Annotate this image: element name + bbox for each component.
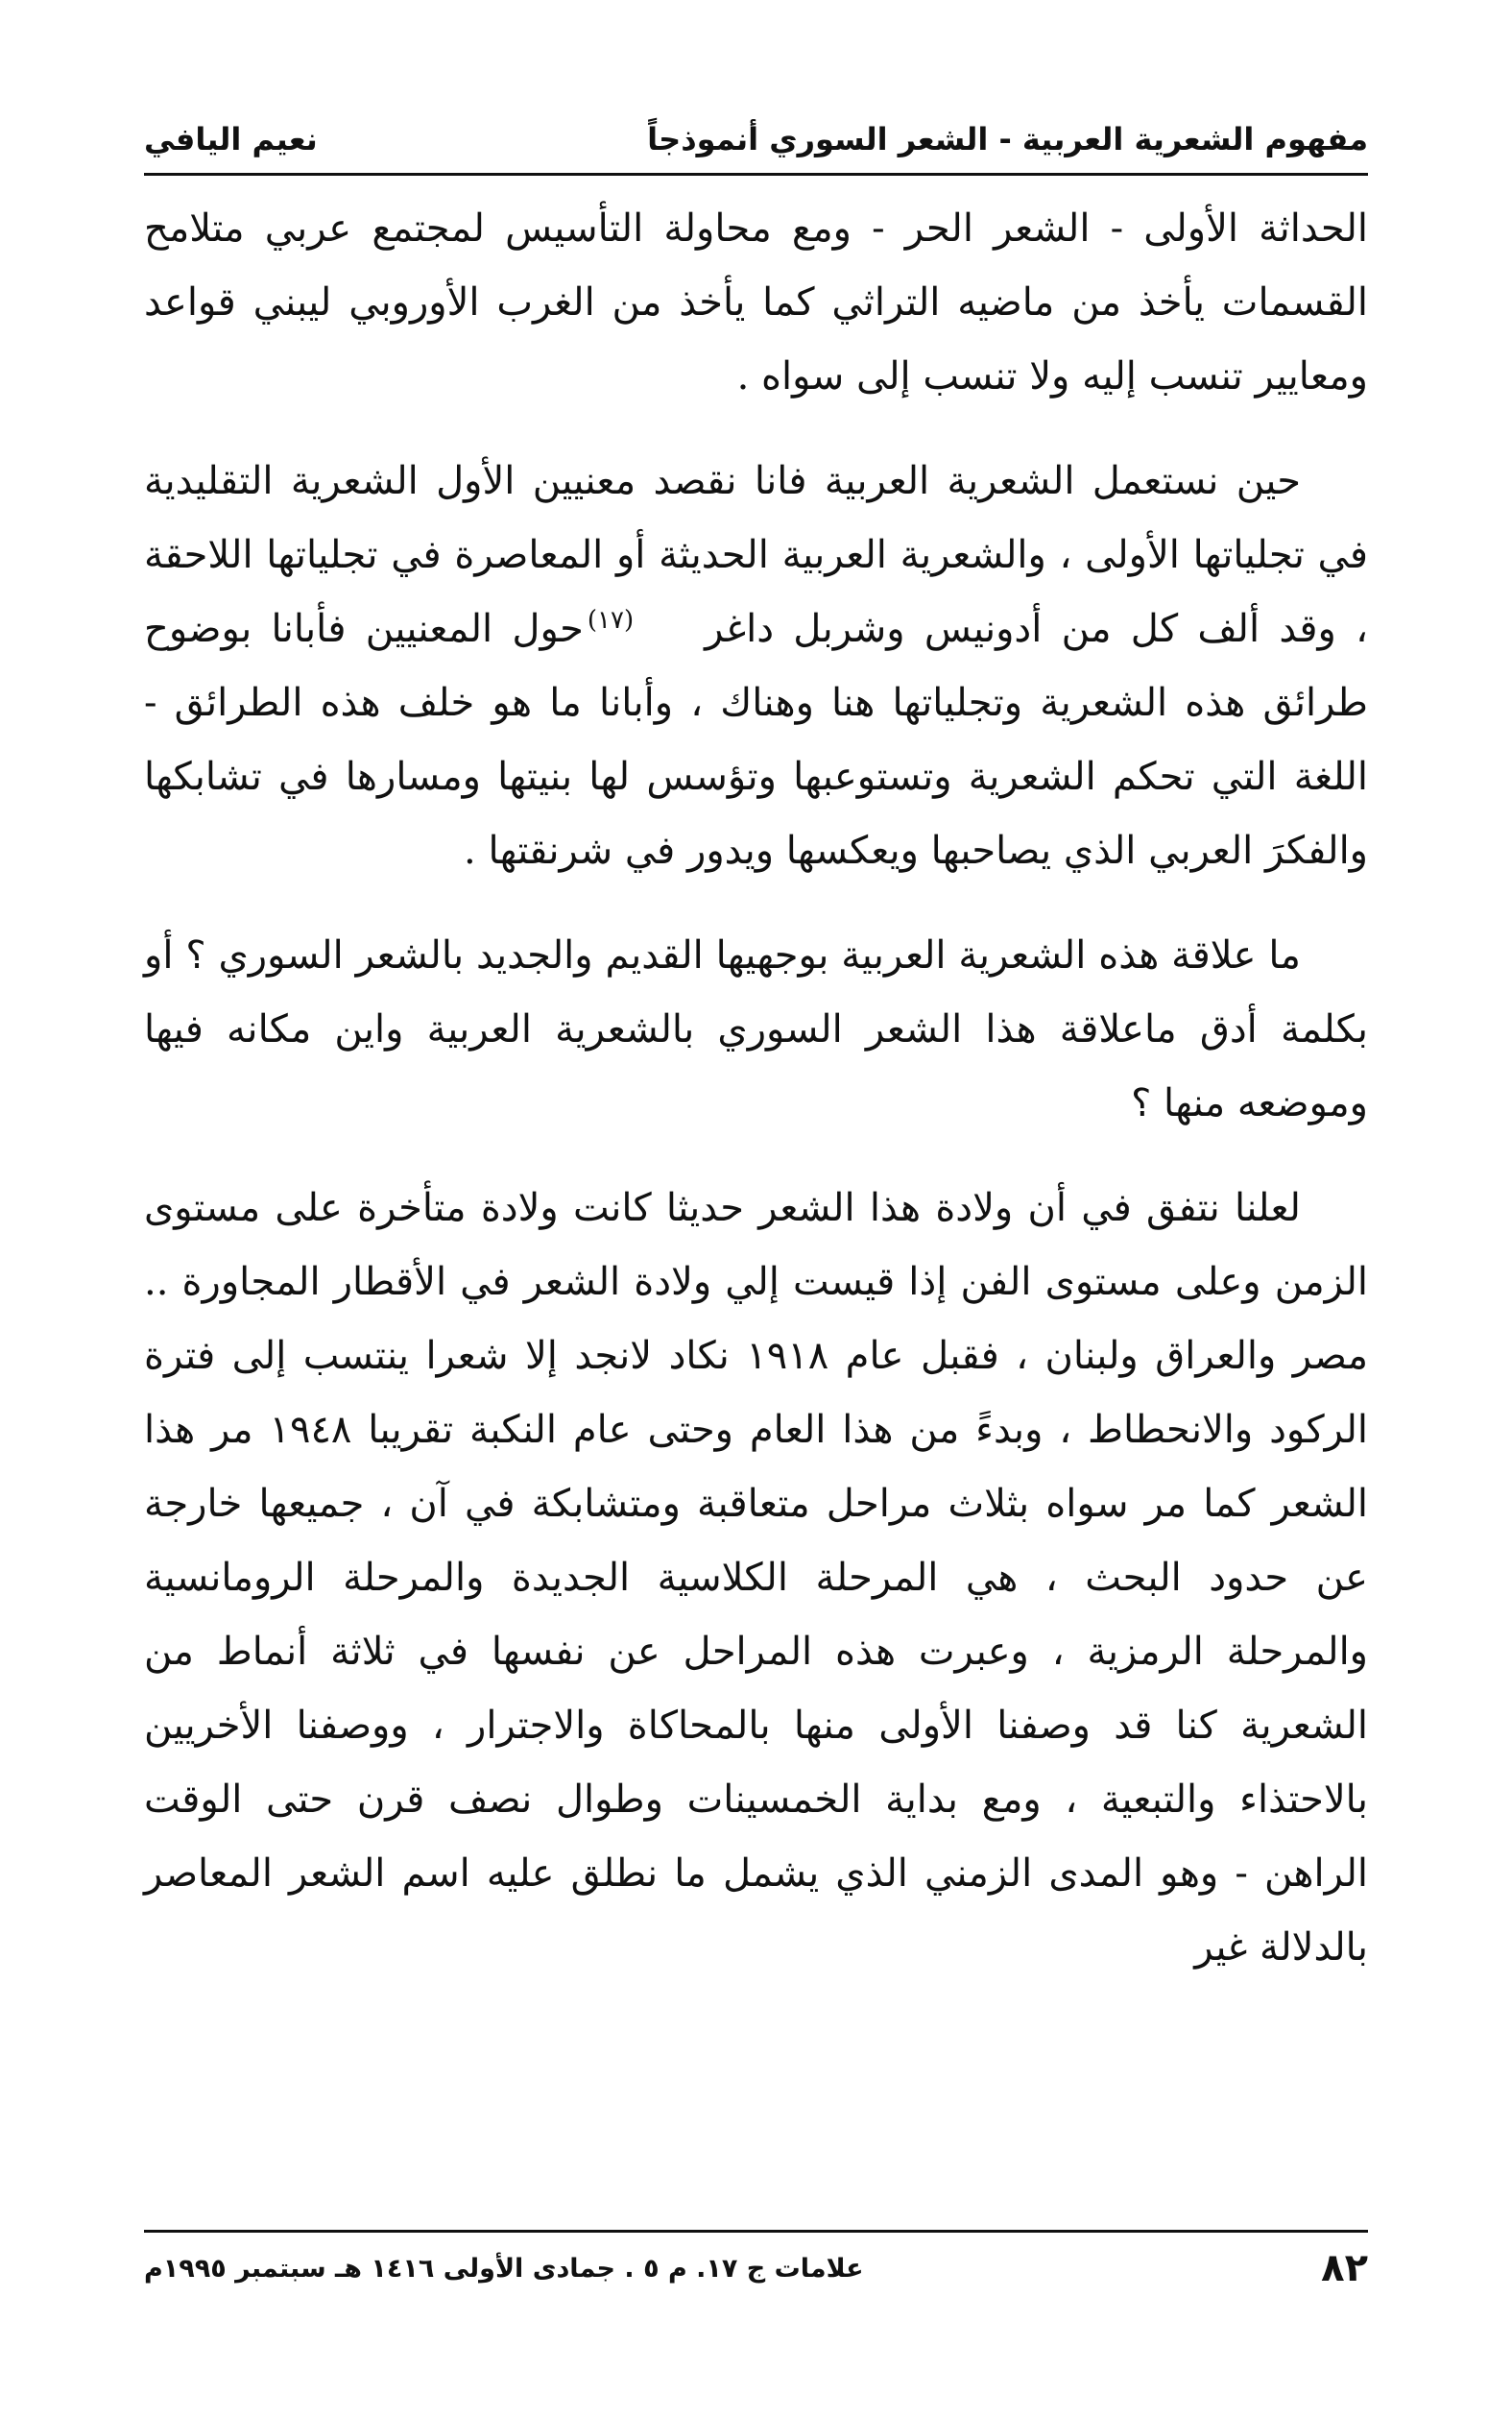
paragraph-4: لعلنا نتفق في أن ولادة هذا الشعر حديثا كانت ولادة متأخرة على مستوى الزمن وعلى مستوى الفن إذا قيست إلي ولادة الشعر في الأقطار المجاورة .. مصر والعراق ولبنان ، فقبل عام ١٩١٨ نكاد لانجد إلا شعرا ينتسب إلى فترة الركود والانحطاط ، وبدءً من هذا العام وحتى عام النكبة تقريبا ١٩٤٨ مر هذا الشعر كما مر سواه بثلاث مراحل متعاقبة ومتشابكة في آن ، جميعها خارجة عن حدود البحث ، هي المرحلة الكلاسية الجديدة والمرحلة الرومانسية والمرحلة الرمزية ، وعبرت هذه المراحل عن نفسها في ثلاثة أنماط من الشعرية كنا قد وصفنا الأولى منها بالمحاكاة والاجترار ، ووصفنا الأخريين بالاحتذاء والتبعية ، ومع بداية الخمسينات وطوال نصف قرن حتى الوقت الراهن - وهو المدى الزمني الذي يشمل ما نطلق عليه اسم الشعر المعاصر بالدلالة غير (144, 1186, 1369, 1970)
footer-rule (144, 2230, 1368, 2233)
paragraph-2-text-after: حول المعنيين فأبانا بوضوح طرائق هذه الشعرية وتجلياتها هنا وهناك ، وأبانا ما هو خلف هذه الطرائق - اللغة التي تحكم الشعرية وتستوعبها وتؤسس لها بنيتها ومسارها في تشابكها والفكرَ العربي الذي يصاحبها ويعكسها ويدور في شرنقتها . (144, 607, 1368, 873)
paragraph-2-text-before: حين نستعمل الشعرية العربية فانا نقصد معنيين الأول الشعرية التقليدية في تجلياتها الأولى ، والشعرية العربية الحديثة أو المعاصرة في تجلياتها اللاحقة ، وقد ألف كل من أدونيس وشربل داغر (144, 459, 1368, 651)
header-rule (144, 173, 1368, 176)
page-number: ٨٢ (1321, 2246, 1368, 2290)
journal-citation: علامات ج ١٧. م ٥ . جمادى الأولى ١٤١٦ هـ سبتمبر ١٩٩٥م (144, 2253, 864, 2284)
paragraph-3: ما علاقة هذه الشعرية العربية بوجهيها القديم والجديد بالشعر السوري ؟ أو بكلمة أدق ماعلاقة هذا الشعر السوري بالشعرية العربية واين مكانه فيها وموضعه منها ؟ (144, 933, 1368, 1125)
page-footer (144, 2239, 1368, 2297)
body-text (144, 192, 1368, 2016)
paragraph-1: الحداثة الأولى - الشعر الحر - ومع محاولة التأسيس لمجتمع عربي متلامح القسمات يأخذ من ماضيه التراثي كما يأخذ من الغرب الأوروبي ليبني قواعد ومعايير تنسب إليه ولا تنسب إلى سواه . (144, 206, 1368, 399)
header-author: نعيم اليافي (144, 121, 318, 157)
running-header (144, 104, 1368, 157)
paragraph-2: حين نستعمل الشعرية العربية فانا نقصد معنيين الأول الشعرية التقليدية في تجلياتها الأولى ، والشعرية العربية الحديثة أو المعاصرة في تجلياتها اللاحقة ، وقد ألف كل من أدونيس وشربل داغر(١٧)حول المعنيين فأبانا بوضوح طرائق هذه الشعرية وتجلياتها هنا وهناك ، وأبانا ما هو خلف هذه الطرائق - اللغة التي تحكم الشعرية وتستوعبها وتؤسس لها بنيتها ومسارها في تشابكها والفكرَ العربي الذي يصاحبها ويعكسها ويدور في شرنقتها . (144, 459, 1368, 873)
header-title: مفهوم الشعرية العربية - الشعر السوري أنموذجاً (647, 121, 1368, 157)
